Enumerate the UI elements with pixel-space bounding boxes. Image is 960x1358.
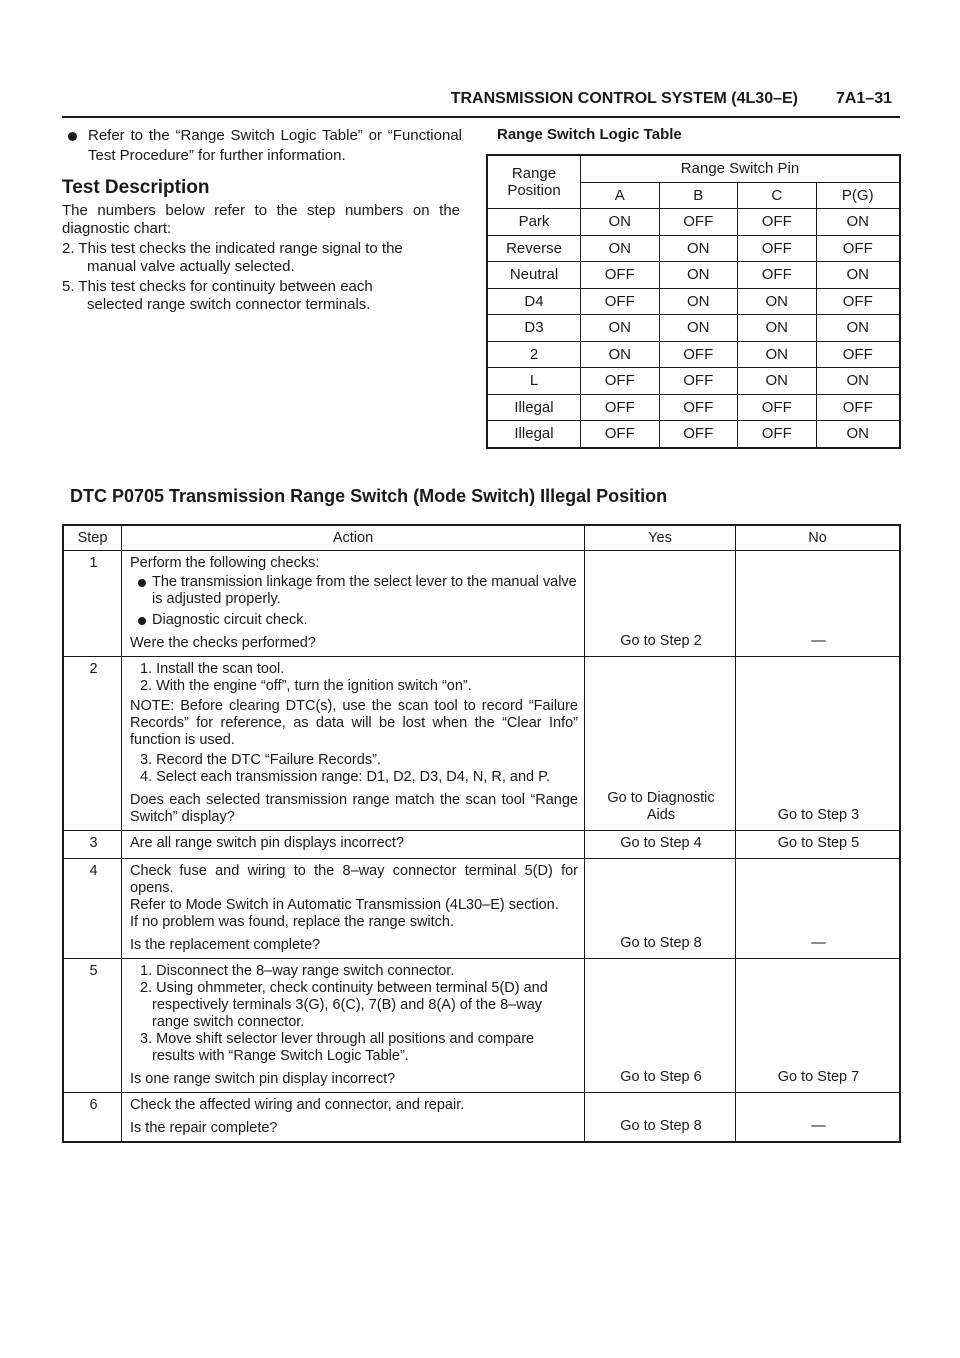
yes-result: Go to Step 8: [585, 1093, 736, 1143]
test-description-body: [62, 202, 460, 316]
logic-table-row: [487, 421, 900, 448]
intro-bullet: [70, 126, 462, 166]
step-number: 6: [63, 1093, 122, 1143]
logic-table-row: [487, 315, 900, 342]
pin-state-cell: OFF: [738, 235, 817, 262]
range-switch-logic-table: [486, 154, 901, 449]
range-position-cell: 2: [487, 341, 581, 368]
pin-state-cell: ON: [659, 235, 738, 262]
pin-state-cell: OFF: [738, 262, 817, 289]
header-rule: [62, 116, 900, 118]
range-position-cell: D4: [487, 288, 581, 315]
test-description-item-5: [62, 278, 460, 314]
action-cell: [122, 657, 585, 831]
action-text: Check the affected wiring and connector, and repair.: [130, 1097, 465, 1113]
table-row: [63, 657, 900, 831]
action-step-continued: results with “Range Switch Logic Table”.: [152, 1048, 409, 1064]
yes-column-header: Yes: [585, 525, 736, 551]
step-column-header: Step: [63, 525, 122, 551]
action-cell: [122, 551, 585, 657]
test-description-lead: The numbers below refer to the step numbers on the diagnostic chart:: [62, 202, 460, 237]
pin-state-cell: OFF: [581, 394, 660, 421]
yes-result: Go to Diagnostic Aids: [585, 657, 736, 831]
range-position-header: Range Position: [487, 155, 581, 209]
pin-state-cell: ON: [581, 209, 660, 236]
action-cell: [122, 831, 585, 859]
header-title: TRANSMISSION CONTROL SYSTEM (4L30–E): [450, 90, 798, 107]
action-question: Are all range switch pin displays incorrect?: [130, 835, 405, 851]
action-text: If no problem was found, replace the range switch.: [130, 914, 455, 930]
table-row: [63, 859, 900, 959]
action-step: 1. Install the scan tool.: [140, 661, 285, 677]
pin-state-cell: ON: [816, 209, 900, 236]
pin-header: P(G): [816, 182, 900, 209]
pin-state-cell: OFF: [738, 421, 817, 448]
pin-header: C: [738, 182, 817, 209]
action-question: Does each selected transmission range match the scan tool “Range Switch” display?: [130, 792, 578, 825]
logic-table-row: [487, 288, 900, 315]
no-result: —: [736, 551, 901, 657]
logic-table-row: [487, 262, 900, 289]
pin-state-cell: OFF: [659, 341, 738, 368]
pin-state-cell: ON: [659, 315, 738, 342]
pin-state-cell: OFF: [816, 394, 900, 421]
table-row: [63, 551, 900, 657]
range-position-cell: Reverse: [487, 235, 581, 262]
pin-state-cell: OFF: [816, 341, 900, 368]
check-bullet: The transmission linkage from the select lever to the manual valve is adjusted properly.: [130, 574, 578, 608]
action-cell: [122, 1093, 585, 1143]
check-bullet: Diagnostic circuit check.: [130, 612, 578, 629]
pin-header: A: [581, 182, 660, 209]
action-step: 3. Record the DTC “Failure Records”.: [140, 752, 381, 768]
action-text: Perform the following checks:: [130, 555, 320, 571]
pin-state-cell: OFF: [659, 394, 738, 421]
action-step: 2. With the engine “off”, turn the ignition switch “on”.: [140, 678, 472, 694]
pin-state-cell: ON: [659, 262, 738, 289]
dtc-diagnostic-table: [62, 524, 901, 1143]
logic-table-row: [487, 235, 900, 262]
test-description-item-2: [62, 240, 460, 276]
action-step: 4. Select each transmission range: D1, D2, D3, D4, N, R, and P.: [140, 769, 550, 785]
no-result: —: [736, 1093, 901, 1143]
action-step: 2. Using ohmmeter, check continuity between terminal 5(D) and: [140, 980, 548, 996]
pin-state-cell: ON: [738, 315, 817, 342]
dtc-title: DTC P0705 Transmission Range Switch (Mode Switch) Illegal Position: [70, 486, 668, 506]
pin-state-cell: ON: [659, 288, 738, 315]
yes-result: Go to Step 2: [585, 551, 736, 657]
pin-state-cell: ON: [816, 368, 900, 395]
page-number: 7A1–31: [835, 90, 892, 107]
action-text: Check fuse and wiring to the 8–way connector terminal 5(D) for opens.: [130, 863, 578, 896]
action-question: Is the repair complete?: [130, 1120, 278, 1136]
item-5-line-1: 5. This test checks for continuity between each: [62, 278, 373, 295]
action-question: Were the checks performed?: [130, 635, 316, 651]
pin-state-cell: ON: [581, 315, 660, 342]
pin-state-cell: OFF: [816, 288, 900, 315]
bullet-icon: [68, 132, 77, 141]
pin-state-cell: OFF: [659, 368, 738, 395]
no-result: Go to Step 5: [736, 831, 901, 859]
item-5-line-2: selected range switch connector terminals.: [87, 296, 371, 313]
pin-state-cell: ON: [738, 341, 817, 368]
logic-table-row: [487, 368, 900, 395]
page-header: [62, 90, 900, 116]
pin-state-cell: OFF: [738, 394, 817, 421]
pin-state-cell: OFF: [659, 421, 738, 448]
action-step: 3. Move shift selector lever through all positions and compare: [140, 1031, 535, 1047]
action-step-continued: respectively terminals 3(G), 6(C), 7(B) and 8(A) of the 8–way range switch connector.: [152, 997, 543, 1030]
pin-state-cell: ON: [738, 288, 817, 315]
step-number: 1: [63, 551, 122, 657]
no-column-header: No: [736, 525, 901, 551]
logic-table-row: [487, 209, 900, 236]
action-question: Is one range switch pin display incorrect?: [130, 1071, 396, 1087]
range-position-cell: Neutral: [487, 262, 581, 289]
range-position-cell: Illegal: [487, 394, 581, 421]
pin-state-cell: OFF: [581, 368, 660, 395]
pin-state-cell: ON: [816, 421, 900, 448]
range-position-cell: Illegal: [487, 421, 581, 448]
intro-bullet-text: Refer to the “Range Switch Logic Table” or “Functional Test Procedure” for further information.: [88, 127, 462, 164]
yes-result: Go to Step 6: [585, 959, 736, 1093]
table-row: [63, 959, 900, 1093]
range-position-cell: Park: [487, 209, 581, 236]
logic-table-row: [487, 394, 900, 421]
pin-state-cell: ON: [816, 315, 900, 342]
action-cell: [122, 959, 585, 1093]
table-row: [63, 1093, 900, 1143]
pin-header: B: [659, 182, 738, 209]
pin-state-cell: ON: [738, 368, 817, 395]
range-position-cell: L: [487, 368, 581, 395]
pin-state-cell: OFF: [581, 262, 660, 289]
step-number: 4: [63, 859, 122, 959]
item-2-line-1: 2. This test checks the indicated range signal to the: [62, 240, 403, 257]
pin-state-cell: OFF: [659, 209, 738, 236]
action-text: Refer to Mode Switch in Automatic Transmission (4L30–E) section.: [130, 897, 559, 913]
logic-table-body: [487, 209, 900, 448]
no-result: Go to Step 3: [736, 657, 901, 831]
range-switch-pin-header: Range Switch Pin: [581, 155, 901, 182]
no-result: Go to Step 7: [736, 959, 901, 1093]
logic-table-title: Range Switch Logic Table: [497, 126, 682, 143]
action-column-header: Action: [122, 525, 585, 551]
step-number: 2: [63, 657, 122, 831]
pin-state-cell: ON: [581, 235, 660, 262]
step-number: 5: [63, 959, 122, 1093]
action-note: NOTE: Before clearing DTC(s), use the scan tool to record “Failure Records” for reference, as data will be lost when the “Clear Info” function is used.: [130, 698, 578, 748]
pin-state-cell: OFF: [581, 421, 660, 448]
pin-state-cell: OFF: [816, 235, 900, 262]
logic-table-row: [487, 341, 900, 368]
action-step: 1. Disconnect the 8–way range switch connector.: [140, 963, 455, 979]
pin-state-cell: ON: [816, 262, 900, 289]
action-cell: [122, 859, 585, 959]
action-question: Is the replacement complete?: [130, 937, 321, 953]
yes-result: Go to Step 8: [585, 859, 736, 959]
pin-state-cell: OFF: [581, 288, 660, 315]
step-number: 3: [63, 831, 122, 859]
pin-state-cell: OFF: [738, 209, 817, 236]
item-2-line-2: manual valve actually selected.: [87, 258, 295, 275]
table-row: [63, 831, 900, 859]
pin-state-cell: ON: [581, 341, 660, 368]
test-description-heading: Test Description: [62, 177, 210, 198]
no-result: —: [736, 859, 901, 959]
yes-result: Go to Step 4: [585, 831, 736, 859]
range-position-cell: D3: [487, 315, 581, 342]
